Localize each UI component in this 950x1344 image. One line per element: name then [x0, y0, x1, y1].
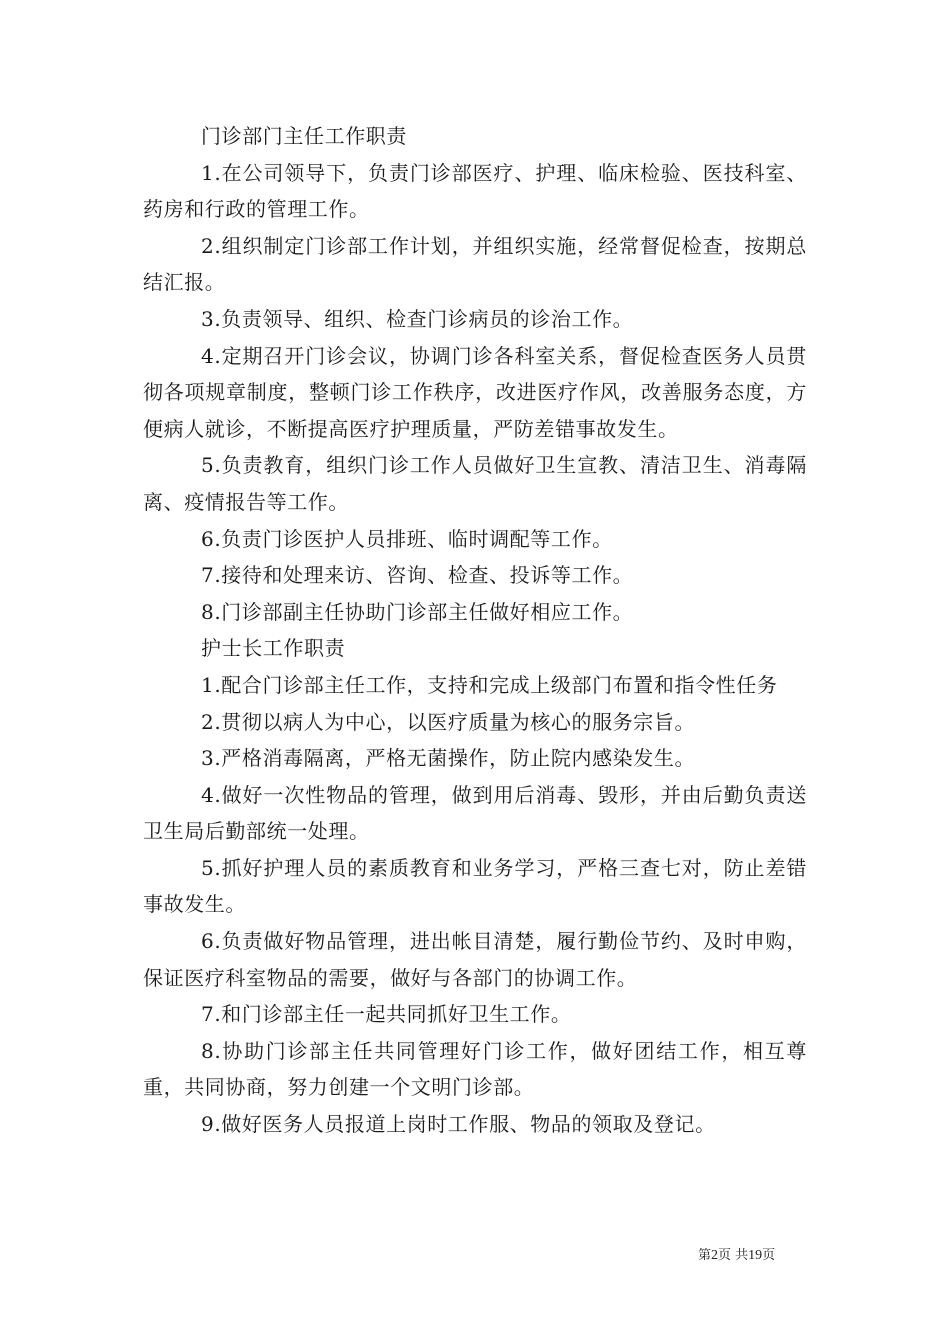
- footer-middle: 页 共: [718, 1248, 749, 1263]
- footer-suffix: 页: [762, 1248, 776, 1263]
- nurse-duty-6: 6.负责做好物品管理，进出帐目清楚，履行勤俭节约、及时申购，保证医疗科室物品的需要，做好与各部门的协调工作。: [143, 929, 807, 990]
- total-page-count: 19: [748, 1248, 763, 1263]
- nurse-duty-5: 5.抓好护理人员的素质教育和业务学习，严格三查七对，防止差错事故发生。: [143, 855, 807, 917]
- director-duty-6: 6.负责门诊医护人员排班、临时调配等工作。: [201, 526, 613, 551]
- section-title-director: 门诊部门主任工作职责: [201, 124, 407, 148]
- nurse-duty-8: 8.协助门诊部主任共同管理好门诊工作，做好团结工作，相互尊重，共同协商，努力创建一个文明门诊部。: [143, 1038, 807, 1100]
- director-duty-1: 1.在公司领导下，负责门诊部医疗、护理、临床检验、医技科室、药房和行政的管理工作。: [143, 160, 807, 222]
- nurse-duty-1: 1.配合门诊部主任工作，支持和完成上级部门布置和指令性任务: [201, 672, 778, 697]
- page-footer: [698, 1244, 775, 1264]
- section-title-head-nurse: 护士长工作职责: [201, 636, 346, 661]
- nurse-duty-3: 3.严格消毒隔离，严格无菌操作，防止院内感染发生。: [201, 746, 696, 771]
- nurse-duty-4: 4.做好一次性物品的管理，做到用后消毒、毁形，并由后勤负责送卫生局后勤部统一处理。: [143, 782, 807, 844]
- director-duty-5: 5.负责教育，组织门诊工作人员做好卫生宣教、清洁卫生、消毒隔离、疫情报告等工作。: [143, 453, 807, 514]
- nurse-duty-9: 9.做好医务人员报道上岗时工作服、物品的领取及登记。: [201, 1112, 716, 1137]
- nurse-duty-2: 2.贯彻以病人为中心，以医疗质量为核心的服务宗旨。: [201, 709, 696, 734]
- footer-prefix: 第: [698, 1248, 712, 1263]
- document-body: [143, 118, 807, 1143]
- director-duty-2: 2.组织制定门诊部工作计划，并组织实施，经常督促检查，按期总结汇报。: [143, 233, 807, 295]
- director-duty-7: 7.接待和处理来访、咨询、检查、投诉等工作。: [201, 563, 634, 588]
- director-duty-4: 4.定期召开门诊会议，协调门诊各科室关系，督促检查医务人员贯彻各项规章制度，整顿门诊工作秩序，改进医疗作风，改善服务态度，方便病人就诊，不断提高医疗护理质量，严防差错事故发生。: [143, 343, 807, 441]
- director-duty-3: 3.负责领导、组织、检查门诊病员的诊治工作。: [201, 306, 634, 331]
- current-page-number: 2: [711, 1248, 719, 1263]
- director-duty-8: 8.门诊部副主任协助门诊部主任做好相应工作。: [201, 599, 634, 624]
- nurse-duty-7: 7.和门诊部主任一起共同抓好卫生工作。: [201, 1002, 572, 1027]
